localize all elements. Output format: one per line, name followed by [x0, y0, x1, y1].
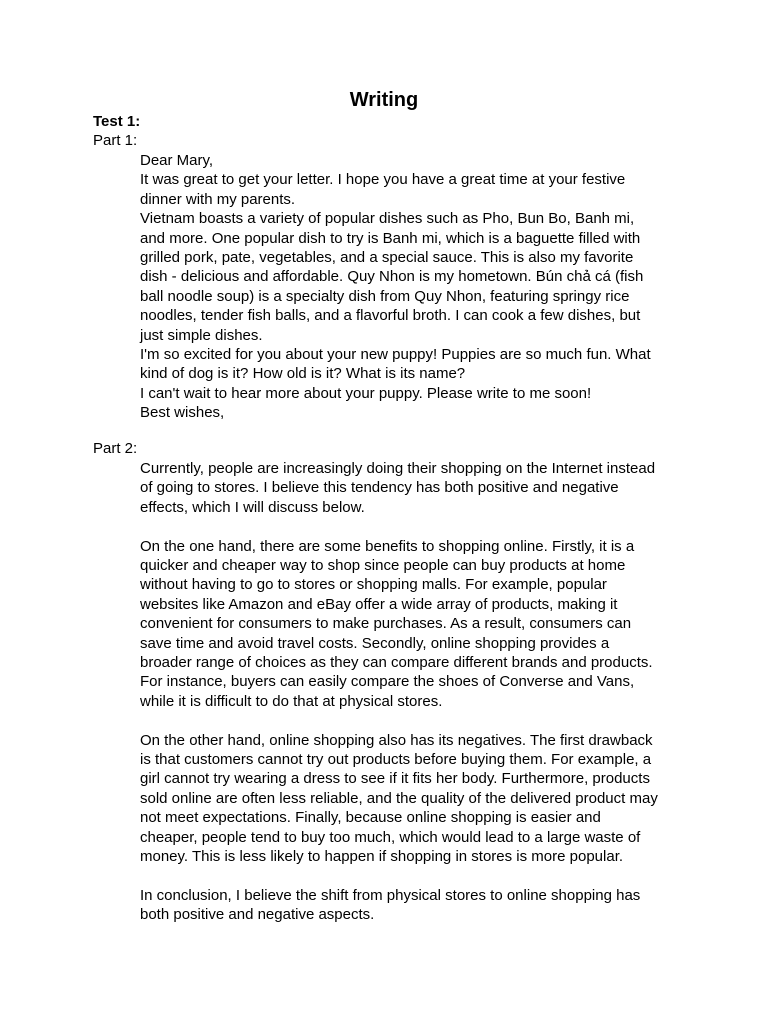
essay-line: while it is difficult to do that at physical stores. [140, 692, 443, 710]
letter-line: Vietnam boasts a variety of popular dishes such as Pho, Bun Bo, Banh mi, [140, 210, 635, 228]
essay-line: girl cannot try wearing a dress to see if it fits her body. Furthermore, products [140, 770, 650, 788]
part1-label: Part 1: [93, 132, 138, 149]
test-heading: Test 1: [93, 113, 141, 130]
essay-line: On the one hand, there are some benefits to shopping online. Firstly, it is a [140, 537, 635, 555]
part2-essay [140, 459, 680, 925]
letter-line: I can't wait to hear more about your puppy. Please write to me soon! [140, 384, 592, 402]
essay-line: cheaper, people tend to buy too much, which would lead to a large waste of [140, 828, 641, 846]
letter-line: Best wishes, [140, 404, 225, 422]
essay-paragraph [140, 731, 680, 867]
letter-line: ball noodle soup) is a specialty dish from Quy Nhon, featuring springy rice [140, 287, 630, 305]
essay-paragraph [140, 537, 680, 712]
essay-line: of going to stores. I believe this tendency has both positive and negative [140, 479, 619, 497]
essay-paragraph [140, 886, 680, 925]
essay-line: For instance, buyers can easily compare the shoes of Converse and Vans, [140, 673, 635, 691]
essay-line: convenient for consumers to make purchases. As a result, consumers can [140, 615, 632, 633]
letter-line: grilled pork, pate, vegetables, and a special sauce. This is also my favorite [140, 249, 634, 267]
essay-line: both positive and negative aspects. [140, 906, 375, 924]
essay-line: broader range of choices as they can compare different brands and products. [140, 654, 653, 672]
essay-line: save time and avoid travel costs. Secondly, online shopping provides a [140, 634, 610, 652]
part2-label: Part 2: [93, 440, 138, 457]
essay-line: money. This is less likely to happen if shopping in stores is more popular. [140, 848, 624, 866]
essay-line: effects, which I will discuss below. [140, 498, 365, 516]
part1-letter [140, 151, 680, 423]
page-title: Writing [349, 89, 419, 111]
essay-paragraph [140, 459, 680, 517]
essay-line: websites like Amazon and eBay offer a wide array of products, making it [140, 595, 618, 613]
letter-line: dinner with my parents. [140, 190, 296, 208]
essay-line: sold online are often less reliable, and the quality of the delivered product may [140, 789, 658, 807]
letter-line: Dear Mary, [140, 152, 214, 169]
essay-line: On the other hand, online shopping also has its negatives. The first drawback [140, 731, 653, 749]
letter-line: dish - delicious and affordable. Quy Nhon is my hometown. Bún chả cá (fish [140, 268, 644, 286]
essay-line: is that customers cannot try out products before buying them. For example, a [140, 751, 652, 769]
paragraph-gap [140, 711, 680, 730]
letter-line: noodles, tender fish balls, and a flavorful broth. I can cook a few dishes, but [140, 307, 641, 325]
paragraph-gap [140, 867, 680, 886]
essay-line: Currently, people are increasingly doing their shopping on the Internet instead [140, 460, 656, 477]
letter-line: and more. One popular dish to try is Banh mi, which is a baguette filled with [140, 229, 641, 247]
letter-line: kind of dog is it? How old is it? What is its name? [140, 365, 466, 383]
paragraph-gap [140, 517, 680, 536]
letter-line: I'm so excited for you about your new puppy! Puppies are so much fun. What [140, 346, 651, 364]
essay-line: quicker and cheaper way to shop since people can buy products at home [140, 557, 626, 575]
letter-line: It was great to get your letter. I hope you have a great time at your festive [140, 171, 626, 189]
letter-line: just simple dishes. [140, 326, 263, 344]
essay-line: not meet expectations. Finally, because online shopping is easier and [140, 809, 601, 827]
essay-line: without having to go to stores or shopping malls. For example, popular [140, 576, 607, 594]
essay-line: In conclusion, I believe the shift from physical stores to online shopping has [140, 886, 641, 904]
